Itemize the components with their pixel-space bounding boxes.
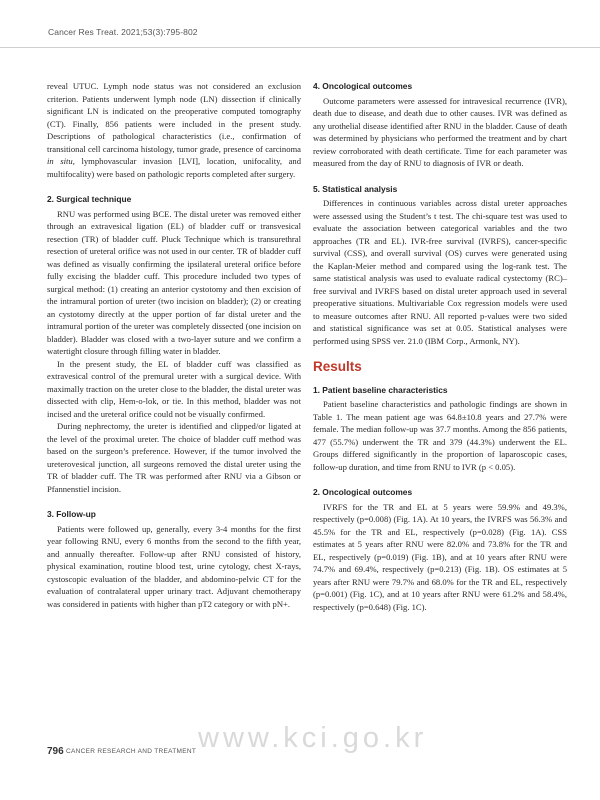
running-head: Cancer Res Treat. 2021;53(3):795-802: [48, 27, 198, 37]
heading-statistical-analysis: 5. Statistical analysis: [313, 183, 398, 194]
left-column: [47, 80, 301, 610]
paragraph-oncological-outcomes-results: IVRFS for the TR and EL at 5 years were 59.9% and 49.3%, respectively (p=0.008) (Fig. 1A). At 10 years, the IVRFS was 56.3% and 45.5% for the TR and EL, respectively (p=0.028) (Fig. 1A). CSS estimates at 5 years after RNU were 82.0% and 73.8% for the TR and EL, respectively (p=0.019) (Fig. 1B), and at 10 years after RNU were 74.7% and 69.4%, respectively (p=0.213) (Fig. 1B). OS estimates at 5 years after RNU were 79.7% and 68.0% for the TR and EL, respectively (p=0.001) (Fig. 1C), and at 10 years after RNU were 61.2% and 58.4%, respectively (p=0.648) (Fig. 1C).: [313, 501, 567, 612]
paragraph-surgical-3: During nephrectomy, the ureter is identified and clipped/or ligated at the level of the proximal ureter. The choice of bladder cuff method was based on the surgeon’s preference. However, if the tumor involved the ureterovesical junction, all surgeons removed the distal ureter using the TR of bladder cuff. The TR was performed after RNU via a Gibson or Pfannenstiel incision.: [47, 421, 301, 494]
paragraph-inclusion-italic: in situ: [47, 156, 73, 166]
heading-follow-up: 3. Follow-up: [47, 509, 96, 519]
right-column: [313, 80, 567, 613]
paragraph-inclusion: [47, 80, 301, 180]
heading-oncological-outcomes-results: 2. Oncological outcomes: [313, 487, 413, 497]
paragraph-surgical-1: RNU was performed using BCE. The distal ureter was removed either through an extravesical ligation (EL) of bladder cuff or transvesical resection (TR) of bladder cuff. Pluck Technique which is transurethral resection of ureteral orifice was not used in our center. TR of bladder cuff was defined as visually confirming the ipsilateral ureteral orifice before fully excising the bladder cuff. This procedure included two types of surgical method: (1) creating an anterior cystotomy and then excision of the intramural portion of ureter (two incision on bladder); (2) or creating an cystotomy directly at the upper portion of far distal ureter and the intramural portion of the ureter was completely dissected (one incision on bladder). Bladder was closed with a two-layer suture and we confirm a watertight closure through filling water in bladder.: [47, 208, 301, 356]
journal-name: CANCER RESEARCH AND TREATMENT: [66, 748, 197, 755]
paragraph-follow-up: Patients were followed up, generally, every 3-4 months for the first year following RNU, every 6 months from the second to the fifth year, and annually thereafter. Follow-up after RNU consisted of history, physical examination, routine blood test, urine cytology, chest X-rays, cystoscopic evaluation of the bladder, and abdomino-pelvic CT for the evaluation of contralateral upper urinary tract. Adjuvant chemotherapy was considered in patients with higher than pT2 category or with pN+.: [47, 523, 301, 609]
page-number: 796: [47, 746, 64, 757]
paragraph-oncological-outcomes-methods: Outcome parameters were assessed for intravesical recurrence (IVR), death due to disease, and death due to other causes. IVR was defined as any urothelial disease identified after RNU in the bladder. Cause of death was determined by physicians who performed the treatment and by chart review corroborated with death certificate. Time for each parameter was measured from the day of RNU to diagnosis of IVR or death.: [313, 95, 567, 168]
paragraph-surgical-2: In the present study, the EL of bladder cuff was classified as extravesical control of the premural ureter with a surgical device. With maximally traction on the ureter close to the bladder, the distal ureter was dissected with clip, Hem-o-lok, or tie. In this method, bladder was not incised and the ureteral orifice could not be visually confirmed.: [47, 358, 301, 419]
heading-results: Results: [313, 359, 362, 374]
watermark: www.kci.go.kr: [198, 722, 428, 754]
paragraph-baseline-characteristics: Patient baseline characteristics and pathologic findings are shown in Table 1. The mean patient age was 64.8±10.8 years and 27.7% were female. The median follow-up was 37.7 months. Among the 856 patients, 477 (55.7%) underwent the TR and 379 (44.3%) underwent the EL. Groups differed significantly in the proportion of laparoscopic cases, follow-up duration, and time from RNU to IVR (p < 0.05).: [313, 399, 567, 472]
paragraph-inclusion-text-a: reveal UTUC. Lymph node status was not considered an exclusion criterion. Patients underwent lymph node (LN) dissection if clinically significant LN is indicated on the preoperative computed tomography (CT). Finally, 856 patients were included in the present study. Descriptions of pathological characteristics (i.e., confirmation of transitional cell carcinoma histology, tumor grade, presence of carcinoma: [47, 81, 301, 154]
heading-surgical-technique: 2. Surgical technique: [47, 194, 132, 204]
paragraph-inclusion-text-b: , lymphovascular invasion [LVI], location, unifocality, and multifocality) were based on pathologic reports completed after surgery.: [47, 156, 301, 179]
header-divider: [0, 47, 600, 48]
heading-baseline-characteristics: 1. Patient baseline characteristics: [313, 384, 448, 395]
heading-oncological-outcomes-methods: 4. Oncological outcomes: [313, 81, 413, 91]
paragraph-statistical-analysis: Differences in continuous variables across distal ureter approaches were assessed using the Student’s t test. The chi-square test was used to evaluate the association between categorical variables and the two approaches (TR and EL). IVR-free survival (IVRFS), cancer-specific survival (CSS), and overall survival (OS) curves were generated using the Kaplan-Meier method and compared using the log-rank test. The same statistical analysis was used to evaluate radical cystectomy (RC)–free survival and IVRFS based on distal ureter approach used in several preoperative situations. Multivariable Cox regression models were used to measure outcomes after RNU. All reported p-values were two sided and statistical significance was set at 0.05. Statistical analyses were performed using SPSS ver. 21.0 (IBM Corp., Armonk, NY).: [313, 198, 567, 346]
